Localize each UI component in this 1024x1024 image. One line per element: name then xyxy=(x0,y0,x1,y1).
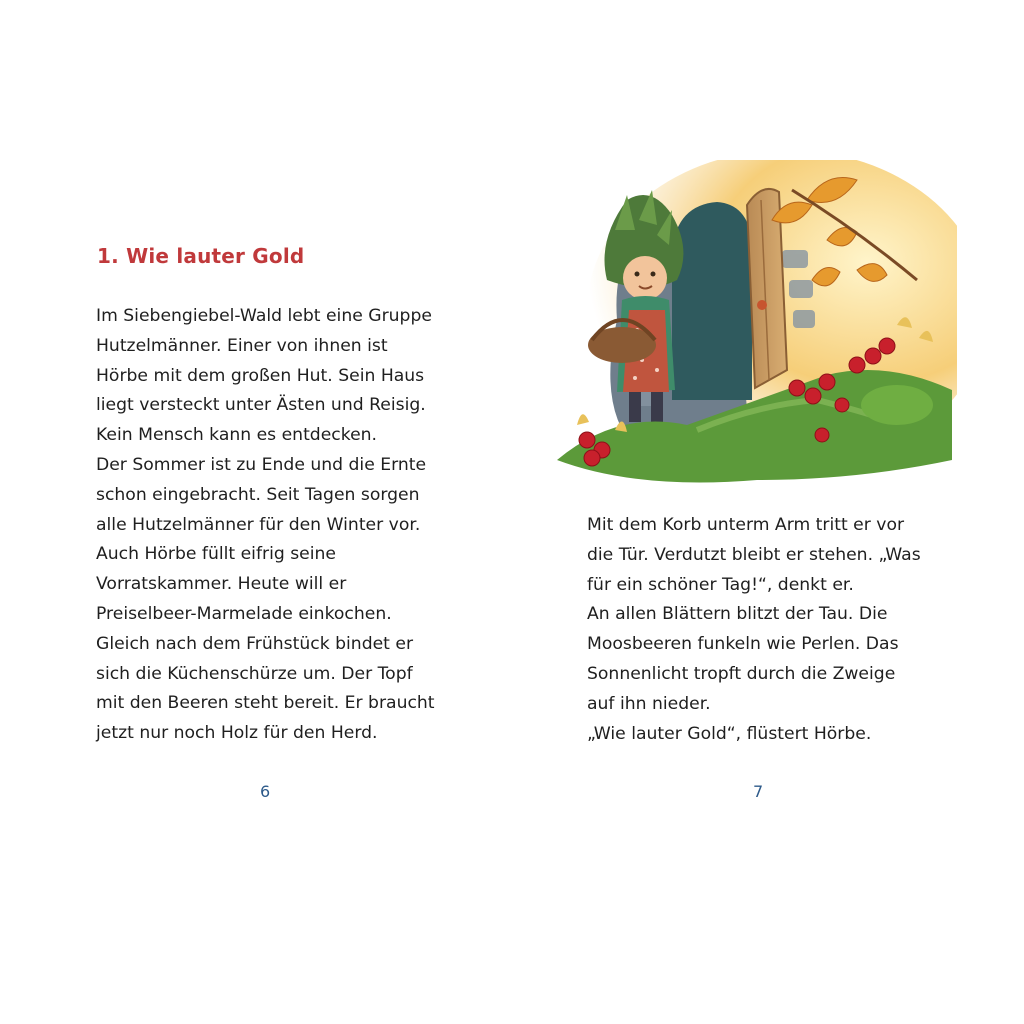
text-line: Sonnenlicht tropft durch die Zweige xyxy=(587,663,896,684)
text-line: Gleich nach dem Frühstück bindet er xyxy=(96,633,414,654)
text-line: Hutzelmänner. Einer von ihnen ist xyxy=(96,335,388,356)
text-line: Moosbeeren funkeln wie Perlen. Das xyxy=(587,634,899,655)
illustration-hutzelmann-at-door-icon xyxy=(557,160,957,500)
text-line: schon eingebracht. Seit Tagen sorgen xyxy=(96,484,420,505)
text-line: die Tür. Verdutzt bleibt er stehen. „Was xyxy=(587,544,921,565)
text-line: Hörbe mit dem großen Hut. Sein Haus xyxy=(96,365,425,386)
left-page-text xyxy=(96,302,435,749)
text-line: liegt versteckt unter Ästen und Reisig. xyxy=(96,395,426,416)
chapter-title: 1. Wie lauter Gold xyxy=(97,244,305,268)
text-line: Mit dem Korb unterm Arm tritt er vor xyxy=(587,515,905,535)
text-line: sich die Küchenschürze um. Der Topf xyxy=(96,663,413,684)
text-line: jetzt nur noch Holz für den Herd. xyxy=(96,723,378,744)
page-number: 6 xyxy=(260,782,271,801)
text-line: Der Sommer ist zu Ende und die Ernte xyxy=(96,454,427,475)
text-line: „Wie lauter Gold“, flüstert Hörbe. xyxy=(587,723,872,744)
text-line: Auch Hörbe füllt eifrig seine xyxy=(96,544,336,565)
text-line: für ein schöner Tag!“, denkt er. xyxy=(587,574,854,595)
text-line: Vorratskammer. Heute will er xyxy=(96,574,347,595)
text-line: Kein Mensch kann es entdecken. xyxy=(96,425,378,446)
text-line: Preiselbeer-Marmelade einkochen. xyxy=(96,603,392,624)
text-line: alle Hutzelmänner für den Winter vor. xyxy=(96,514,421,535)
text-line: An allen Blättern blitzt der Tau. Die xyxy=(587,604,888,625)
page-number: 7 xyxy=(753,782,764,801)
right-page-text xyxy=(587,511,921,749)
text-line: Im Siebengiebel-Wald lebt eine Gruppe xyxy=(96,306,432,326)
text-line: mit den Beeren steht bereit. Er braucht xyxy=(96,693,435,714)
text-line: auf ihn nieder. xyxy=(587,693,711,714)
right-page xyxy=(512,0,1024,1024)
